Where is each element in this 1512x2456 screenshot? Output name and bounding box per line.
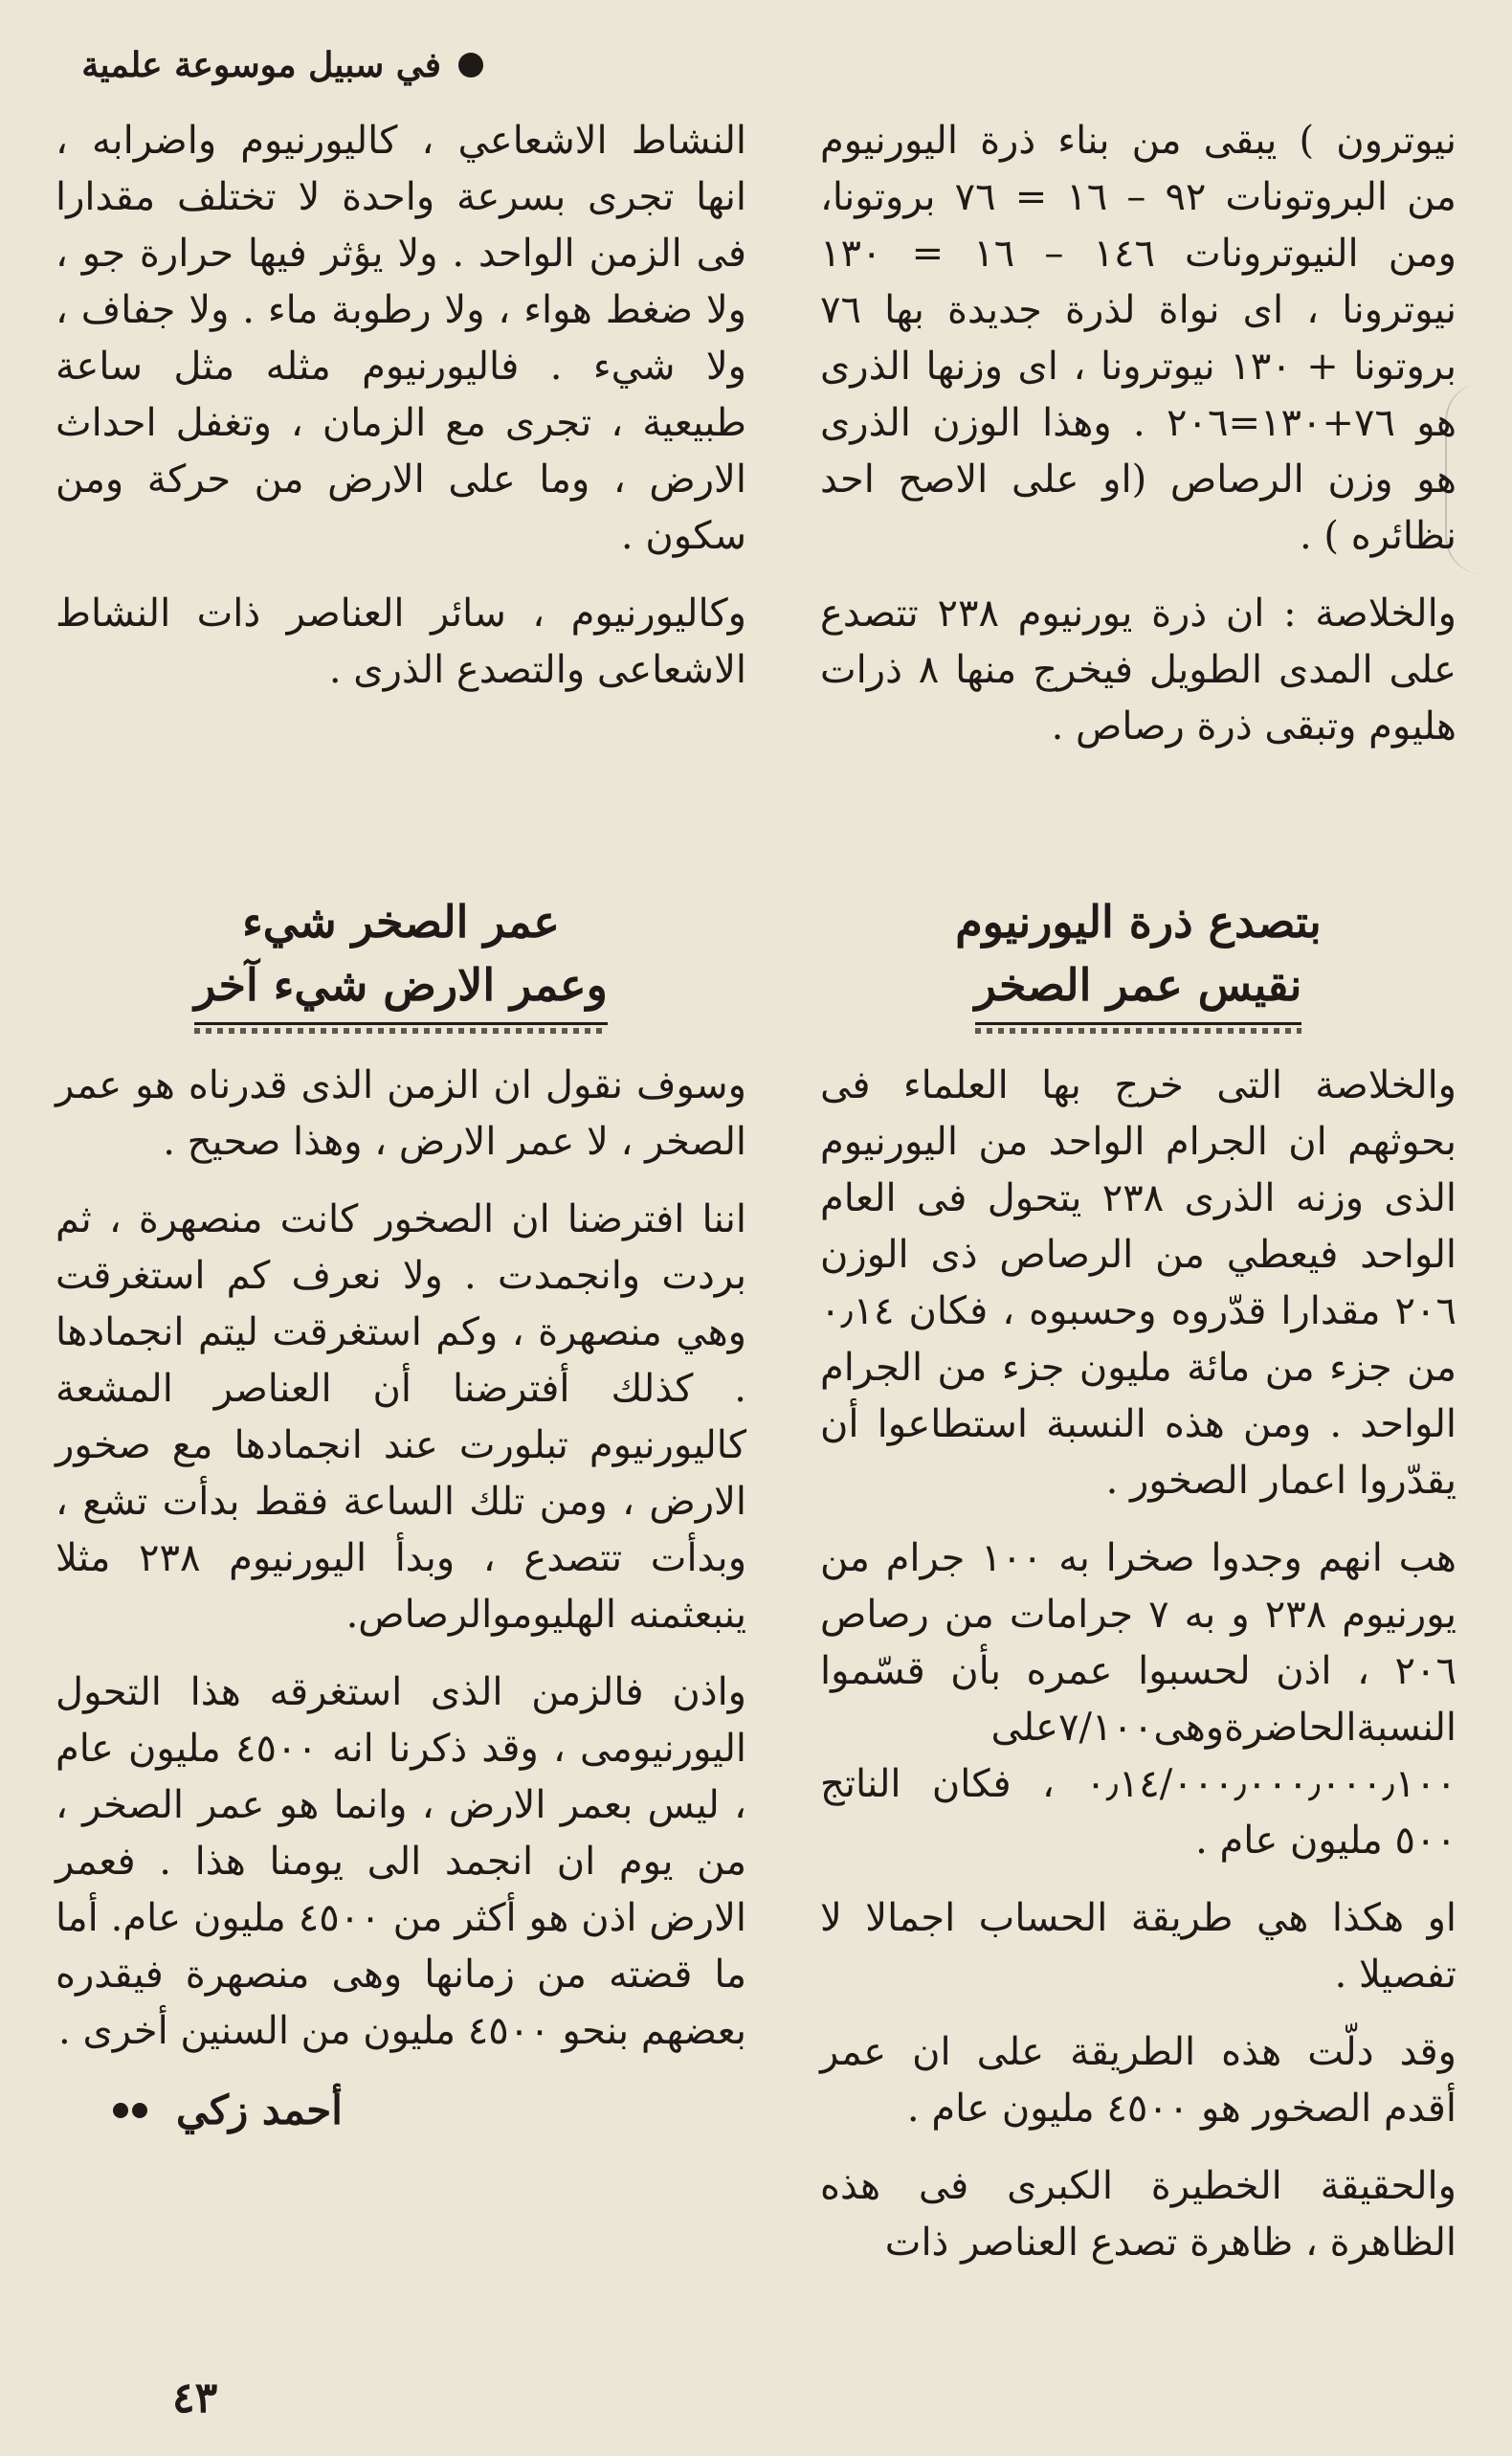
top-right-column — [820, 113, 1456, 776]
author-signature — [56, 2087, 746, 2133]
page-number: ٤٣ — [172, 2374, 218, 2423]
bullet-icon — [458, 53, 483, 78]
double-dot-icon — [113, 2103, 147, 2118]
paragraph: اننا افترضنا ان الصخور كانت منصهرة ، ثم بردت وانجمدت . ولا نعرف كم استغرقت وهي منصهرة ، وكم استغرقت ليتم انجمادها . كذلك أفترضنا أن العناصر المشعة كاليورنيوم تبلورت عند انجمادها مع صخور الارض ، ومن تلك الساعة فقط بدأت تشع ، وبدأت تتصدع ، وبدأ اليورنيوم ٢٣٨ مثلا ينبعثمنه الهليوموالرصاص. — [56, 1197, 747, 1637]
paragraph: وكاليورنيوم ، سائر العناصر ذات النشاط الاشعاعى والتصدع الذرى . — [56, 592, 746, 692]
paragraph: نيوترون ) يبقى من بناء ذرة اليورنيوم من البروتونات ٩٢ – ١٦ = ٧٦ بروتونا، ومن النيوترونات ١٤٦ – ١٦ = ١٣٠ نيوترونا ، اى نواة لذرة جديدة بها ٧٦ بروتونا + ١٣٠ نيوترونا ، اى وزنها الذرى هو ٧٦+١٣٠=٢٠٦ . وهذا الوزن الذرى هو وزن الرصاص (او على الاصح احد نظائره ) . — [820, 119, 1456, 558]
heading-line-1: عمر الصخر شيء — [242, 896, 560, 948]
paragraph: النشاط الاشعاعي ، كاليورنيوم واضرابه ، انها تجرى بسرعة واحدة لا تختلف مقدارا فى الزمن الواحد . ولا يؤثر فيها حرارة جو ، ولا ضغط هواء ، ولا رطوبة ماء . ولا جفاف ، ولا شيء . فاليورنيوم مثله مثل ساعة طبيعية ، تجرى مع الزمان ، وتغفل احداث الارض ، وما على الارض من حركة ومن سكون . — [56, 119, 746, 558]
paragraph: وقد دلّت هذه الطريقة على ان عمر أقدم الصخور هو ٤٥٠٠ مليون عام . — [820, 2030, 1456, 2131]
paragraph: والخلاصة : ان ذرة يورنيوم ٢٣٨ تتصدع على المدى الطويل فيخرج منها ٨ ذرات هليوم وتبقى ذرة رصاص . — [820, 592, 1456, 748]
bottom-right-column — [820, 890, 1456, 2292]
running-head — [81, 36, 483, 94]
heading-line-2: نقيس عمر الصخر — [975, 953, 1302, 1025]
paragraph: واذن فالزمن الذى استغرقه هذا التحول اليورنيومى ، وقد ذكرنا انه ٤٥٠٠ مليون عام ، ليس بعمر الارض ، وانما هو عمر الصخر ، من يوم ان انجمد الى يومنا هذا . فعمر الارض اذن هو أكثر من ٤٥٠٠ مليون عام. أما ما قضته من زمانها وهى منصهرة فيقدره بعضهم بنحو ٤٥٠٠ مليون من السنين أخرى . — [56, 1670, 747, 2053]
top-left-column — [56, 113, 746, 720]
heading-line-1: بتصدع ذرة اليورنيوم — [955, 896, 1322, 948]
paragraph: والخلاصة التى خرج بها العلماء فى بحوثهم ان الجرام الواحد من اليورنيوم الذى وزنه الذرى ٢٣٨ يتحول فى العام الواحد فيعطي من الرصاص ذى الوزن ٢٠٦ مقدارا قدّروه وحسبوه ، فكان ٠٫١٤ من جزء من مائة مليون جزء من الجرام الواحد . ومن هذه النسبة استطاعوا أن يقدّروا اعمار الصخور . — [820, 1063, 1456, 1503]
section-heading-left — [56, 890, 746, 1025]
section-heading-right — [820, 890, 1456, 1025]
paragraph: وسوف نقول ان الزمن الذى قدرناه هو عمر الصخر ، لا عمر الارض ، وهذا صحيح . — [56, 1063, 746, 1164]
paragraph: والحقيقة الخطيرة الكبرى فى هذه الظاهرة ، ظاهرة تصدع العناصر ذات — [820, 2164, 1456, 2265]
bottom-left-column — [56, 890, 746, 2133]
heading-line-2: وعمر الارض شيء آخر — [194, 953, 608, 1025]
paragraph: او هكذا هي طريقة الحساب اجمالا لا تفصيلا . — [820, 1896, 1456, 1997]
paragraph: هب انهم وجدوا صخرا به ١٠٠ جرام من يورنيوم ٢٣٨ و به ٧ جرامات من رصاص ٢٠٦ ، اذن لحسبوا عمره بأن قسّموا النسبةالحاضرةوهى٧/١٠٠على ٠٫١٤/٠٠٠٫٠٠٠٫٠٠٠٫١٠٠ ، فكان الناتج ٥٠٠ مليون عام . — [820, 1536, 1457, 1863]
running-head-text: في سبيل موسوعة علمية — [81, 45, 441, 85]
author-name: أحمد زكي — [176, 2087, 343, 2133]
